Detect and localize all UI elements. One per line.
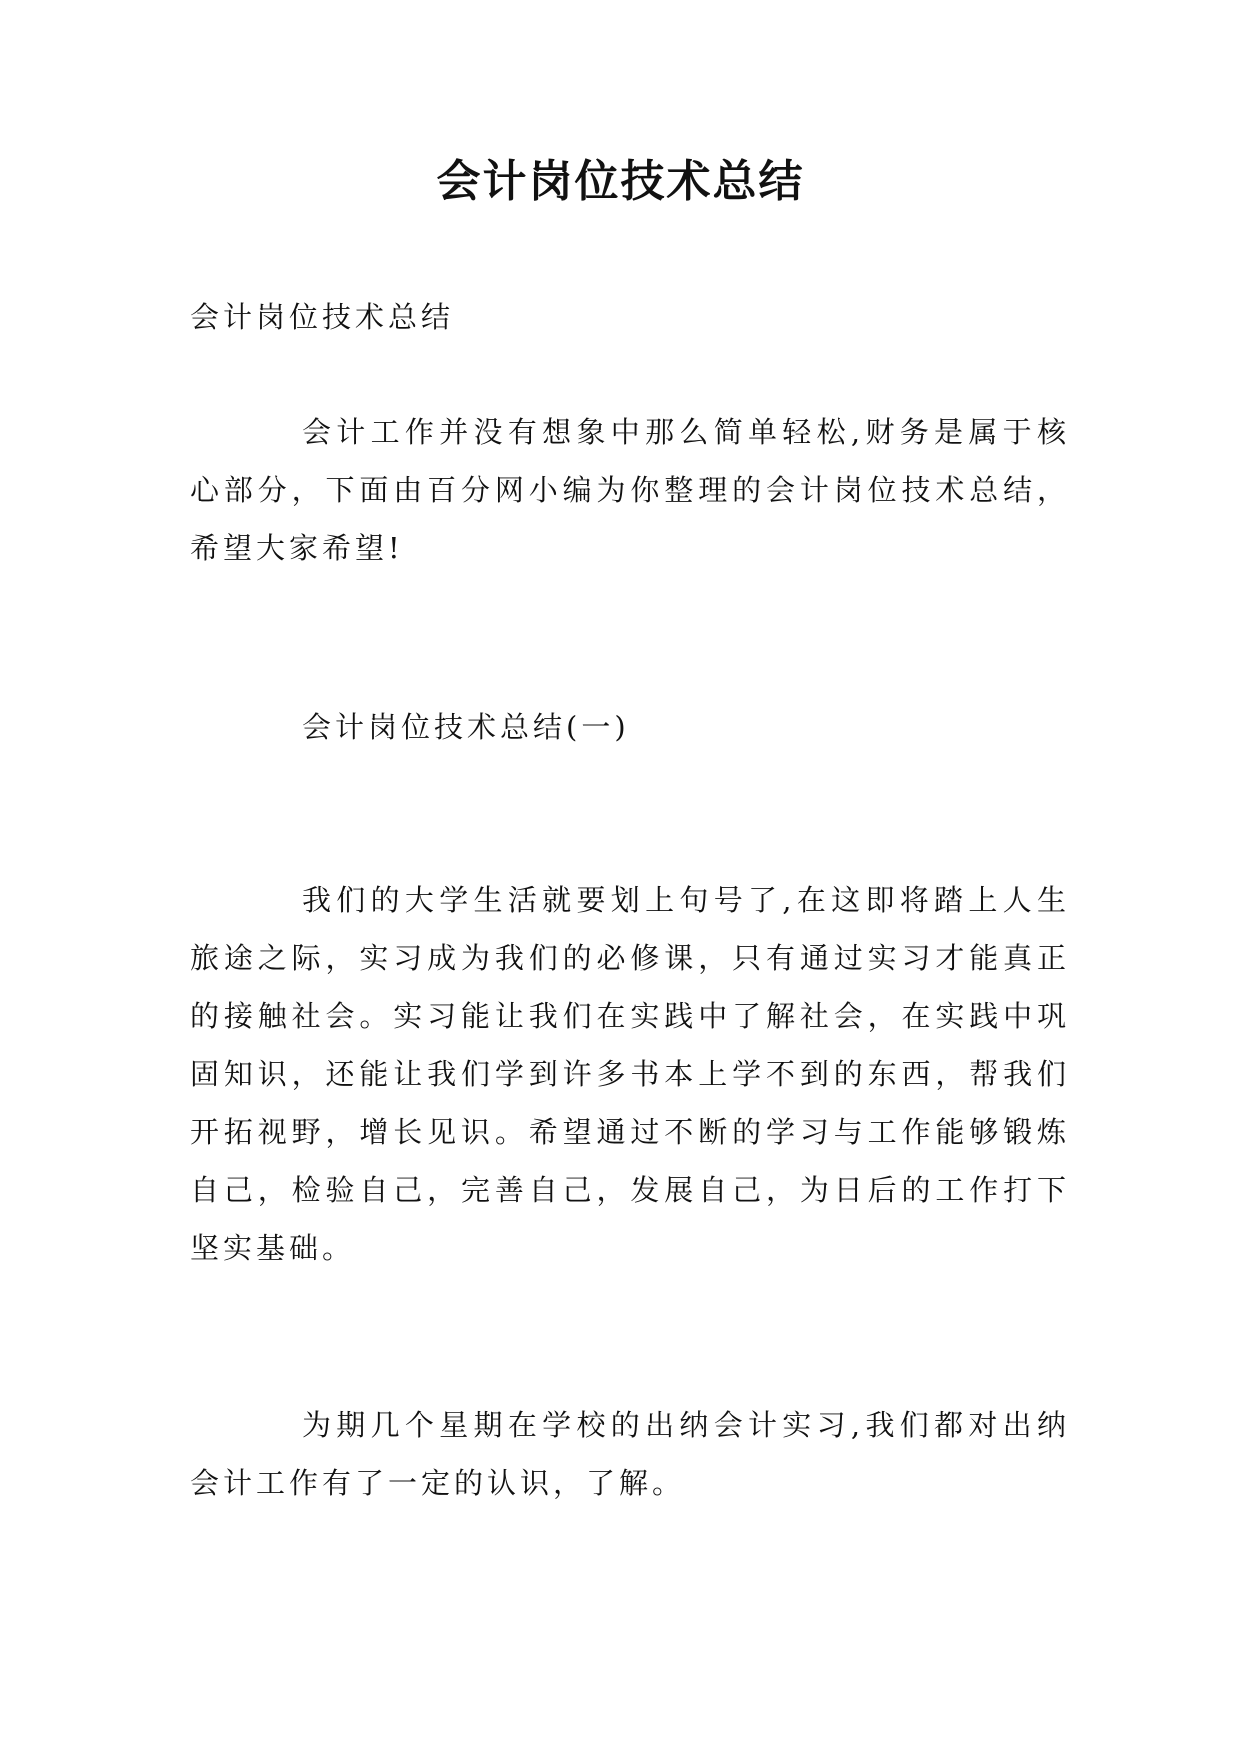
body-paragraph-2: 为期几个星期在学校的出纳会计实习,我们都对出纳会计工作有了一定的认识，了解。 <box>190 1408 1070 1500</box>
section-heading: 会计岗位技术总结(一) <box>302 710 630 744</box>
body-paragraph-1: 我们的大学生活就要划上句号了,在这即将踏上人生旅途之际，实习成为我们的必修课，只有通过实习才能真正的接触社会。实习能让我们在实践中了解社会，在实践中巩固知识，还能让我们学到许多书本上学不到的东西，帮我们开拓视野，增长见识。希望通过不断的学习与工作能够锻炼自己，检验自己，完善自己，发展自己，为日后的工作打下坚实基础。 <box>190 883 1070 1265</box>
document-subtitle: 会计岗位技术总结 <box>190 300 455 334</box>
intro-paragraph: 会计工作并没有想象中那么简单轻松,财务是属于核心部分，下面由百分网小编为你整理的会计岗位技术总结，希望大家希望! <box>190 415 1070 565</box>
document-title: 会计岗位技术总结 <box>436 156 805 207</box>
